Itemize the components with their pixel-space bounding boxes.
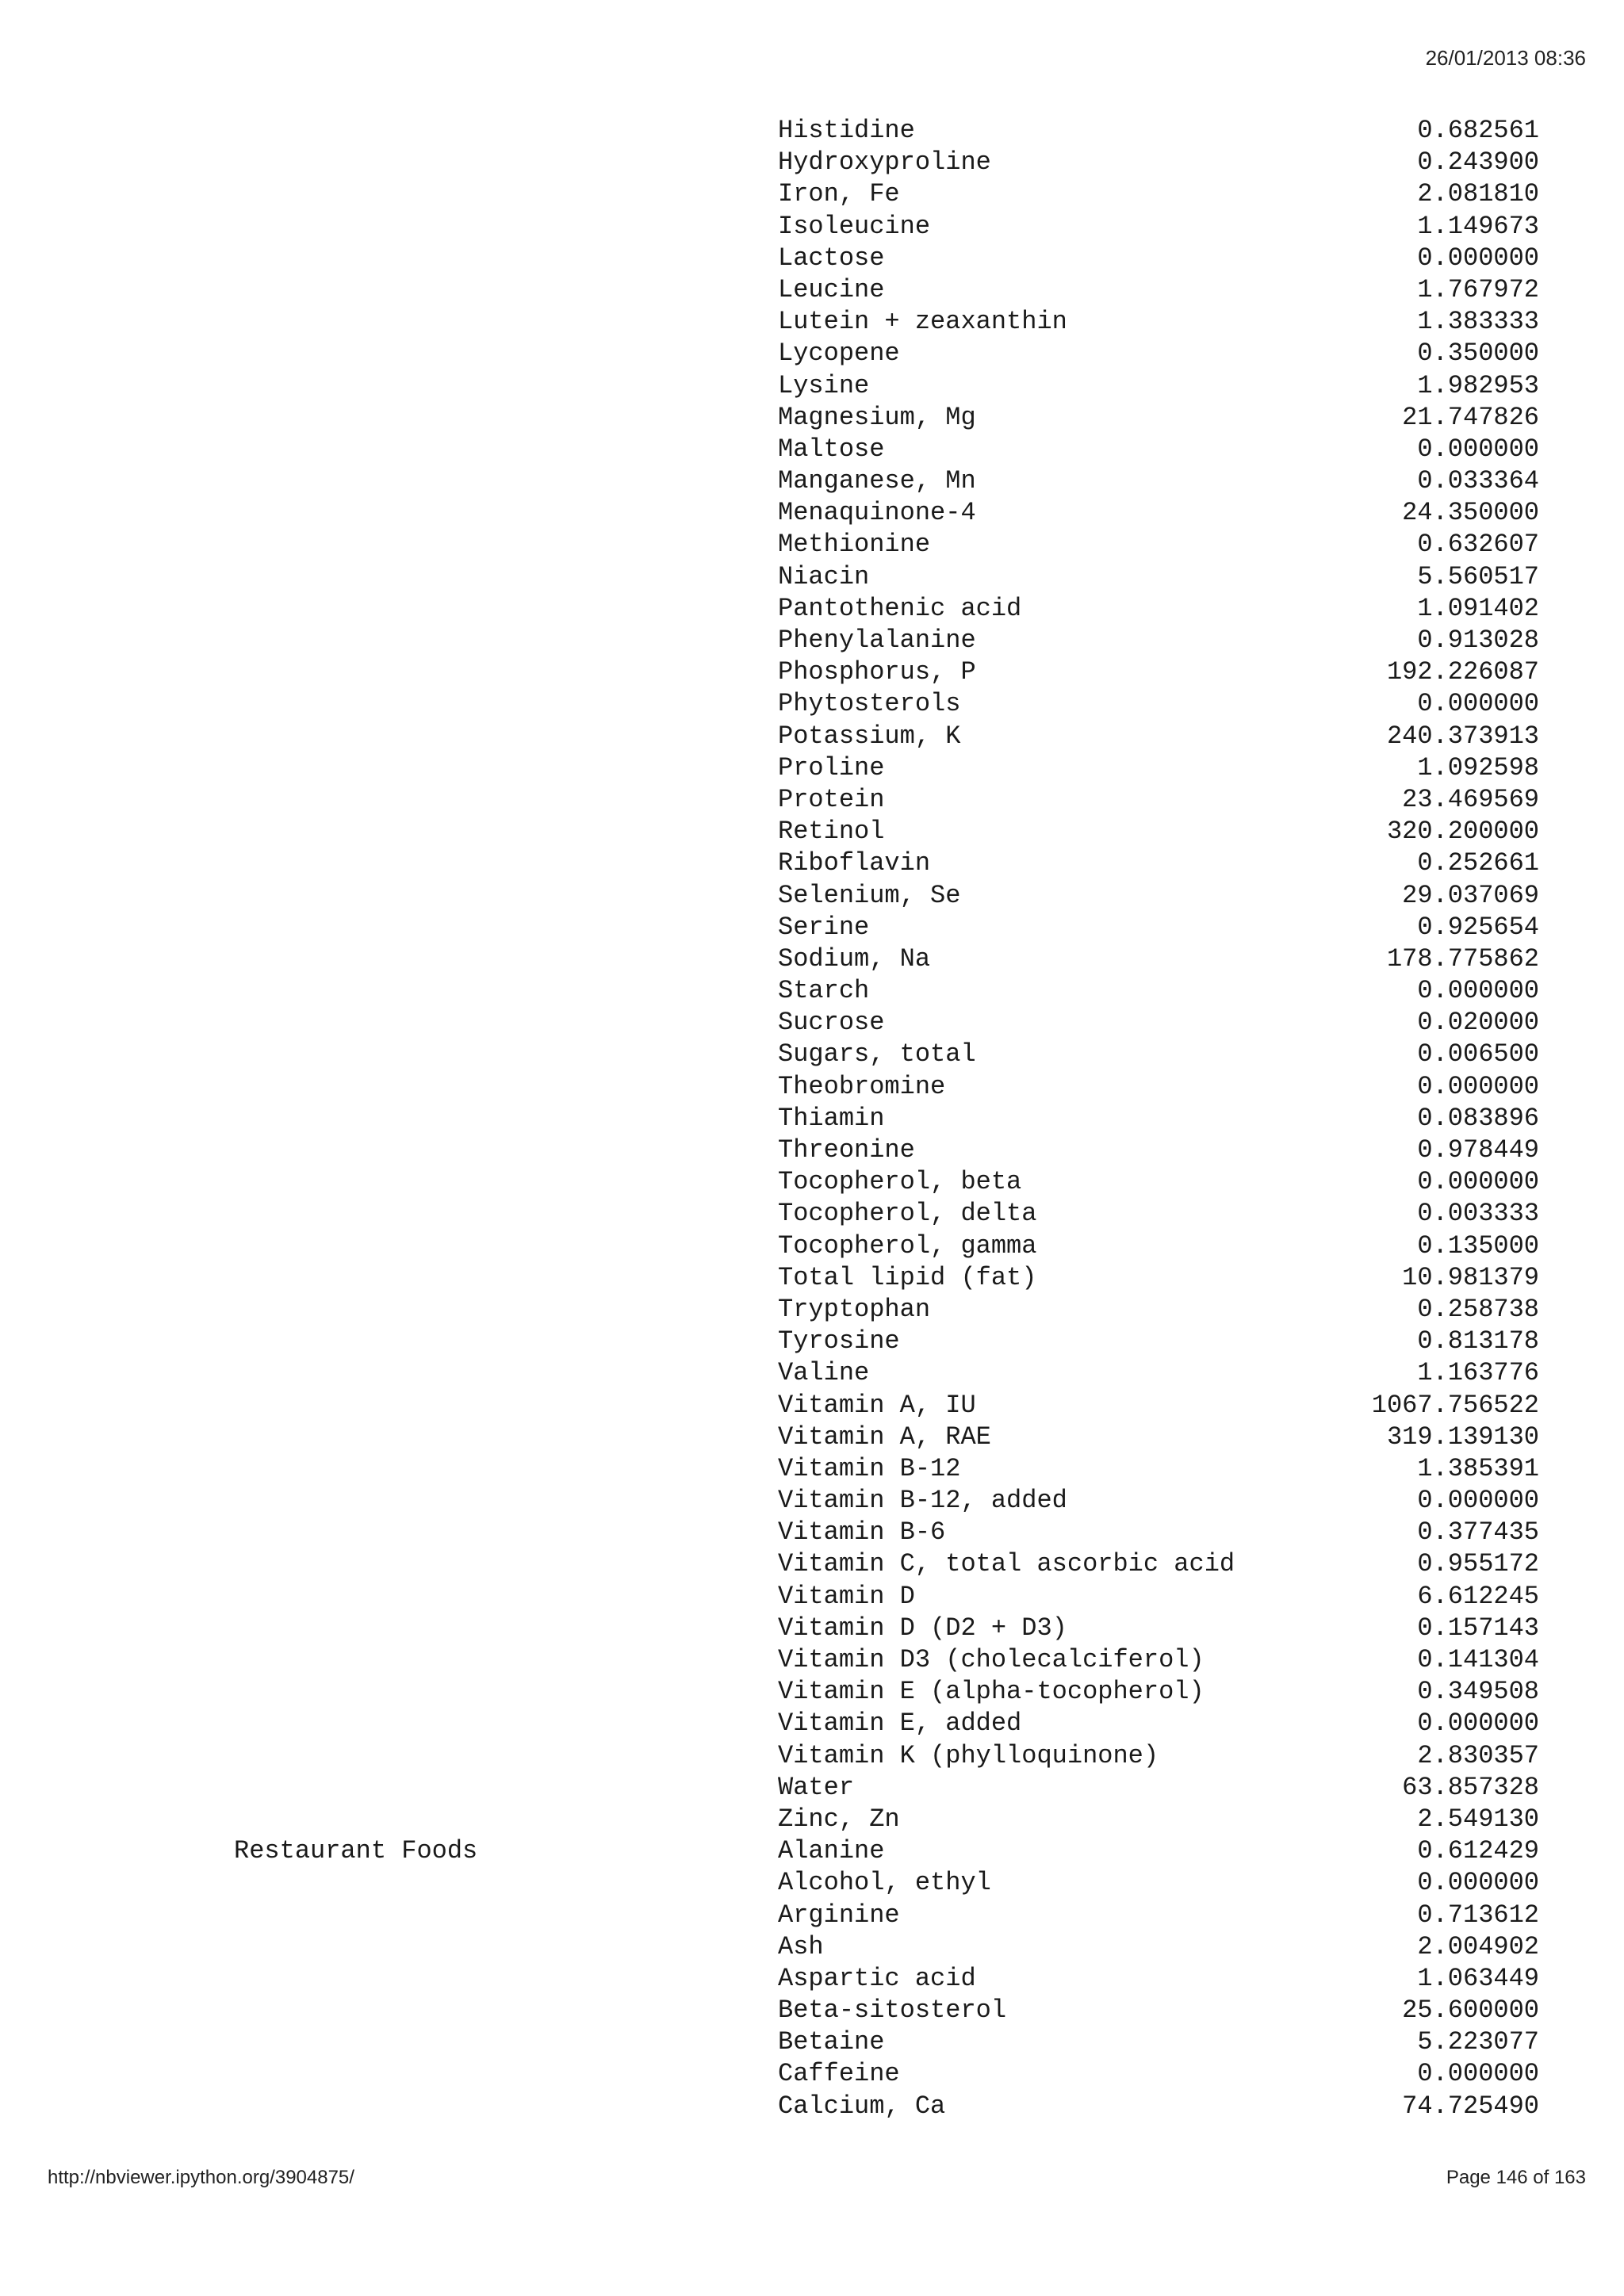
table-row [0, 1039, 1624, 1070]
nutrient-name: Phenylalanine [778, 626, 976, 655]
table-row [0, 2091, 1624, 2122]
nutrient-value: 2.830357 [1417, 1740, 1539, 1770]
nutrient-value: 0.000000 [1417, 2059, 1539, 2089]
nutrient-value: 0.632607 [1417, 530, 1539, 560]
nutrient-name: Manganese, Mn [778, 466, 976, 496]
nutrient-value: 0.000000 [1417, 1486, 1539, 1516]
nutrient-value: 0.350000 [1417, 339, 1539, 369]
nutrient-value: 0.135000 [1417, 1230, 1539, 1261]
nutrient-value: 2.549130 [1417, 1804, 1539, 1834]
food-group-label: Restaurant Foods [234, 1836, 478, 1866]
table-row [0, 529, 1624, 561]
nutrient-value: 0.000000 [1417, 689, 1539, 719]
nutrient-name: Vitamin D (D2 + D3) [778, 1613, 1067, 1643]
table-row [0, 1007, 1624, 1039]
table-row [0, 848, 1624, 879]
nutrient-name: Sodium, Na [778, 943, 931, 974]
nutrient-name: Tyrosine [778, 1326, 900, 1357]
table-row [0, 912, 1624, 943]
nutrient-value: 0.252661 [1417, 848, 1539, 878]
table-row [0, 465, 1624, 497]
table-row [0, 1900, 1624, 1931]
table-row [0, 1517, 1624, 1548]
nutrient-name: Vitamin B-6 [778, 1517, 946, 1548]
table-row [0, 1804, 1624, 1835]
table-row [0, 656, 1624, 688]
nutrient-name: Maltose [778, 434, 885, 464]
table-row [0, 1485, 1624, 1517]
nutrient-name: Tocopherol, gamma [778, 1230, 1037, 1261]
table-row [0, 274, 1624, 306]
nutrient-value: 0.955172 [1417, 1549, 1539, 1579]
nutrient-name: Selenium, Se [778, 880, 961, 910]
table-row [0, 593, 1624, 625]
nutrient-name: Sucrose [778, 1008, 885, 1038]
table-row [0, 147, 1624, 178]
nutrient-value: 21.747826 [1402, 402, 1539, 432]
nutrient-value: 24.350000 [1402, 498, 1539, 528]
page-number: Page 146 of 163 [1446, 2167, 1586, 2188]
nutrient-name: Menaquinone-4 [778, 498, 976, 528]
nutrient-value: 1.149673 [1417, 211, 1539, 241]
nutrient-value: 0.612429 [1417, 1836, 1539, 1866]
nutrient-value: 6.612245 [1417, 1581, 1539, 1611]
nutrient-name: Zinc, Zn [778, 1804, 900, 1834]
nutrient-table [0, 115, 1624, 2122]
table-row [0, 338, 1624, 369]
nutrient-value: 1.092598 [1417, 752, 1539, 783]
nutrient-value: 1.163776 [1417, 1358, 1539, 1388]
table-row [0, 1326, 1624, 1357]
nutrient-value: 2.004902 [1417, 1931, 1539, 1961]
nutrient-name: Iron, Fe [778, 179, 900, 209]
table-row [0, 1548, 1624, 1580]
nutrient-name: Hydroxyproline [778, 147, 991, 178]
nutrient-name: Retinol [778, 817, 885, 847]
table-row [0, 1071, 1624, 1103]
nutrient-name: Magnesium, Mg [778, 402, 976, 432]
table-row [0, 1453, 1624, 1485]
nutrient-name: Vitamin A, IU [778, 1390, 976, 1420]
nutrient-value: 178.775862 [1386, 943, 1539, 974]
nutrient-name: Vitamin B-12, added [778, 1486, 1067, 1516]
nutrient-name: Vitamin B-12 [778, 1453, 961, 1483]
table-row [0, 1995, 1624, 2026]
nutrient-value: 0.000000 [1417, 1167, 1539, 1197]
nutrient-name: Isoleucine [778, 211, 931, 241]
nutrient-value: 0.000000 [1417, 243, 1539, 273]
table-row [0, 1740, 1624, 1772]
nutrient-name: Tocopherol, beta [778, 1167, 1022, 1197]
table-row [0, 1230, 1624, 1262]
nutrient-value: 29.037069 [1402, 880, 1539, 910]
table-row [0, 975, 1624, 1007]
nutrient-value: 240.373913 [1386, 721, 1539, 751]
nutrient-name: Protein [778, 784, 885, 814]
nutrient-value: 1.383333 [1417, 307, 1539, 337]
nutrient-name: Caffeine [778, 2059, 900, 2089]
table-row [0, 1198, 1624, 1230]
nutrient-name: Vitamin C, total ascorbic acid [778, 1549, 1235, 1579]
table-row [0, 1422, 1624, 1453]
nutrient-name: Total lipid (fat) [778, 1262, 1037, 1292]
nutrient-name: Methionine [778, 530, 931, 560]
table-row [0, 1613, 1624, 1644]
table-row [0, 1103, 1624, 1135]
nutrient-name: Betaine [778, 2027, 885, 2057]
table-row [0, 306, 1624, 338]
nutrient-name: Calcium, Ca [778, 2091, 946, 2121]
print-timestamp: 26/01/2013 08:36 [1425, 46, 1586, 70]
nutrient-name: Pantothenic acid [778, 593, 1022, 623]
nutrient-name: Valine [778, 1358, 870, 1388]
nutrient-name: Vitamin D3 (cholecalciferol) [778, 1645, 1205, 1674]
nutrient-name: Alcohol, ethyl [778, 1868, 991, 1898]
table-row [0, 1772, 1624, 1804]
nutrient-name: Leucine [778, 274, 885, 304]
table-row [0, 752, 1624, 784]
nutrient-value: 0.682561 [1417, 116, 1539, 145]
nutrient-name: Proline [778, 752, 885, 783]
nutrient-value: 0.978449 [1417, 1135, 1539, 1165]
nutrient-value: 0.713612 [1417, 1900, 1539, 1930]
nutrient-value: 0.925654 [1417, 912, 1539, 942]
nutrient-value: 2.081810 [1417, 179, 1539, 209]
nutrient-name: Histidine [778, 116, 915, 145]
table-row [0, 688, 1624, 720]
nutrient-value: 0.000000 [1417, 1868, 1539, 1898]
table-row [0, 1135, 1624, 1166]
table-row [0, 1835, 1624, 1867]
nutrient-name: Starch [778, 976, 870, 1006]
table-row [0, 1867, 1624, 1899]
table-row [0, 1166, 1624, 1198]
nutrient-value: 74.725490 [1402, 2091, 1539, 2121]
table-row [0, 497, 1624, 529]
nutrient-name: Tocopherol, delta [778, 1199, 1037, 1229]
nutrient-name: Riboflavin [778, 848, 931, 878]
table-row [0, 402, 1624, 434]
table-row [0, 2026, 1624, 2058]
nutrient-value: 23.469569 [1402, 784, 1539, 814]
nutrient-value: 5.560517 [1417, 561, 1539, 591]
nutrient-name: Lactose [778, 243, 885, 273]
table-row [0, 816, 1624, 848]
nutrient-value: 0.141304 [1417, 1645, 1539, 1674]
nutrient-value: 0.000000 [1417, 1709, 1539, 1739]
nutrient-name: Tryptophan [778, 1294, 931, 1324]
table-row [0, 1963, 1624, 1995]
table-row [0, 1357, 1624, 1389]
table-row [0, 2058, 1624, 2090]
table-row [0, 243, 1624, 274]
table-row [0, 1644, 1624, 1676]
nutrient-value: 0.258738 [1417, 1294, 1539, 1324]
nutrient-value: 1.982953 [1417, 370, 1539, 400]
table-row [0, 1708, 1624, 1739]
footer-url[interactable]: http://nbviewer.ipython.org/3904875/ [48, 2167, 354, 2188]
nutrient-name: Niacin [778, 561, 870, 591]
nutrient-value: 25.600000 [1402, 1996, 1539, 2026]
table-row [0, 1581, 1624, 1613]
table-row [0, 943, 1624, 975]
table-row [0, 434, 1624, 465]
nutrient-value: 1.063449 [1417, 1963, 1539, 1993]
nutrient-value: 320.200000 [1386, 817, 1539, 847]
nutrient-name: Lysine [778, 370, 870, 400]
nutrient-value: 0.377435 [1417, 1517, 1539, 1548]
table-row [0, 625, 1624, 656]
nutrient-name: Water [778, 1772, 855, 1802]
table-row [0, 211, 1624, 243]
nutrient-name: Vitamin D [778, 1581, 915, 1611]
nutrient-value: 1.091402 [1417, 593, 1539, 623]
table-row [0, 880, 1624, 912]
nutrient-name: Phytosterols [778, 689, 961, 719]
table-row [0, 561, 1624, 593]
nutrient-value: 1.385391 [1417, 1453, 1539, 1483]
nutrient-value: 0.157143 [1417, 1613, 1539, 1643]
nutrient-name: Serine [778, 912, 870, 942]
table-row [0, 1262, 1624, 1294]
nutrient-value: 192.226087 [1386, 657, 1539, 687]
table-row [0, 721, 1624, 752]
table-row [0, 178, 1624, 210]
table-row [0, 1390, 1624, 1422]
nutrient-name: Vitamin K (phylloquinone) [778, 1740, 1159, 1770]
nutrient-name: Aspartic acid [778, 1963, 976, 1993]
nutrient-name: Vitamin E (alpha-tocopherol) [778, 1677, 1205, 1707]
nutrient-name: Sugars, total [778, 1039, 976, 1070]
nutrient-value: 0.000000 [1417, 434, 1539, 464]
nutrient-value: 0.000000 [1417, 1071, 1539, 1101]
nutrient-name: Arginine [778, 1900, 900, 1930]
nutrient-value: 319.139130 [1386, 1422, 1539, 1452]
table-row [0, 784, 1624, 816]
nutrient-value: 0.003333 [1417, 1199, 1539, 1229]
nutrient-value: 0.020000 [1417, 1008, 1539, 1038]
nutrient-name: Theobromine [778, 1071, 946, 1101]
nutrient-name: Vitamin A, RAE [778, 1422, 991, 1452]
nutrient-name: Threonine [778, 1135, 915, 1165]
table-row [0, 370, 1624, 402]
nutrient-value: 0.243900 [1417, 147, 1539, 178]
nutrient-value: 0.033364 [1417, 466, 1539, 496]
nutrient-value: 10.981379 [1402, 1262, 1539, 1292]
nutrient-name: Alanine [778, 1836, 885, 1866]
nutrient-name: Vitamin E, added [778, 1709, 1022, 1739]
table-row [0, 115, 1624, 147]
nutrient-name: Ash [778, 1931, 824, 1961]
table-row [0, 1676, 1624, 1708]
table-row [0, 1294, 1624, 1326]
table-row [0, 1931, 1624, 1963]
nutrient-value: 0.349508 [1417, 1677, 1539, 1707]
nutrient-name: Potassium, K [778, 721, 961, 751]
nutrient-value: 0.813178 [1417, 1326, 1539, 1357]
nutrient-name: Lutein + zeaxanthin [778, 307, 1067, 337]
nutrient-name: Thiamin [778, 1103, 885, 1133]
nutrient-name: Beta-sitosterol [778, 1996, 1007, 2026]
nutrient-value: 0.083896 [1417, 1103, 1539, 1133]
nutrient-name: Lycopene [778, 339, 900, 369]
nutrient-value: 63.857328 [1402, 1772, 1539, 1802]
nutrient-name: Phosphorus, P [778, 657, 976, 687]
nutrient-value: 1.767972 [1417, 274, 1539, 304]
nutrient-value: 0.006500 [1417, 1039, 1539, 1070]
nutrient-value: 5.223077 [1417, 2027, 1539, 2057]
nutrient-value: 0.000000 [1417, 976, 1539, 1006]
nutrient-value: 1067.756522 [1371, 1390, 1539, 1420]
nutrient-value: 0.913028 [1417, 626, 1539, 655]
